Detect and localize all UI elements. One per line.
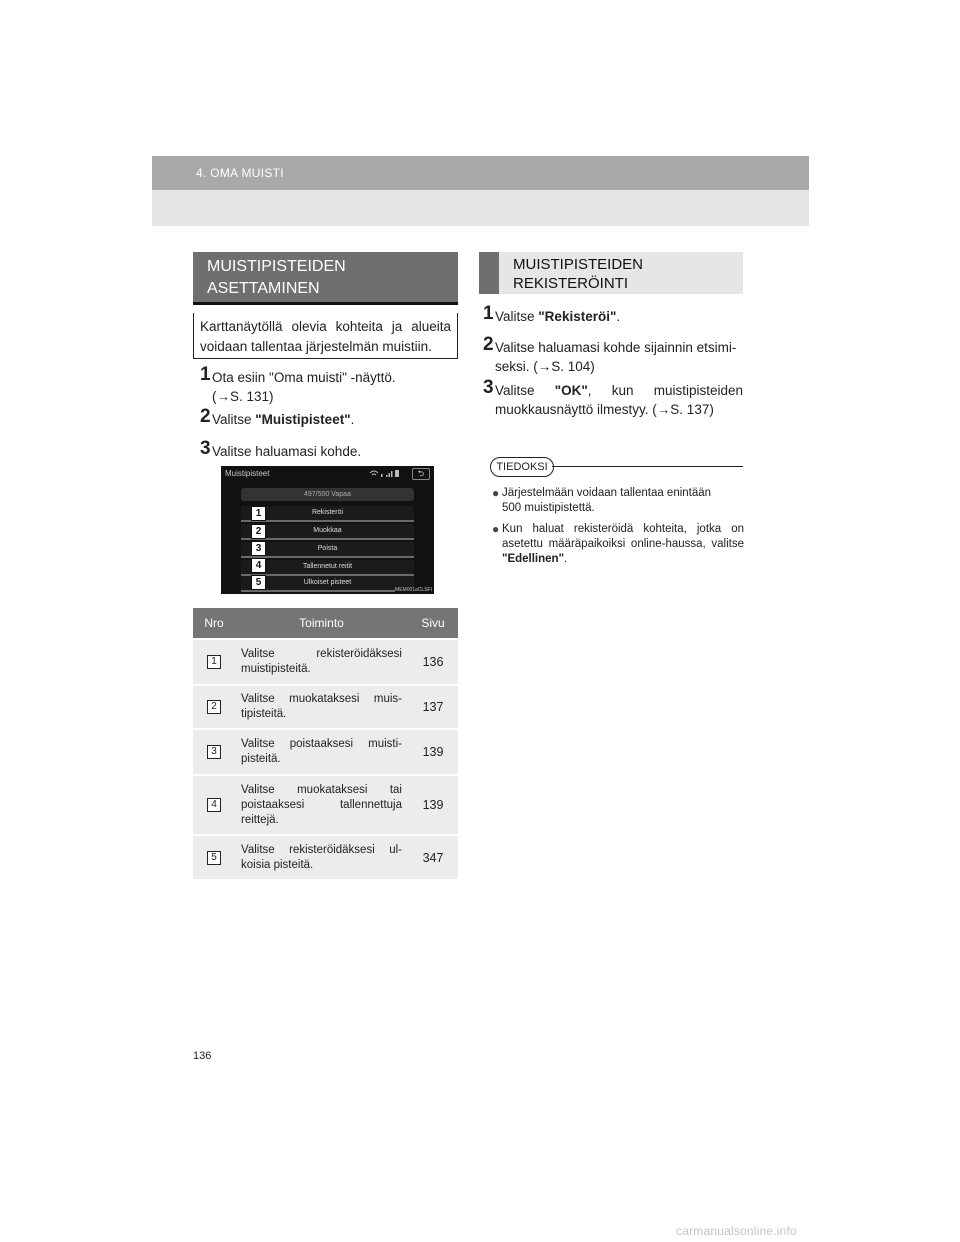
step-number: 2 <box>483 334 494 355</box>
step-bold: "OK" <box>554 383 588 398</box>
step-right-1 <box>483 303 743 326</box>
watermark: carmanualsonline.info <box>676 1224 797 1238</box>
header-toiminto: Toiminto <box>235 608 408 639</box>
step-bold: "Muistipisteet" <box>255 412 351 427</box>
table-row <box>193 835 458 879</box>
callout-5: 5 <box>251 575 266 590</box>
table-row <box>193 639 458 685</box>
step-ref: (→S. 104) <box>533 359 595 374</box>
row-text: Valitse rekisteröidäksesi muistipisteitä. <box>235 639 408 685</box>
subheader-band <box>152 190 809 226</box>
back-arrow-icon[interactable]: ⮌ <box>412 468 430 480</box>
bullet-icon: ● <box>492 522 500 536</box>
row-page: 136 <box>408 639 458 685</box>
row-text: Valitse rekisteröidäksesi ul-koisia pisteitä. <box>235 835 408 879</box>
screen-image <box>221 466 434 594</box>
row-text: Valitse muokataksesi muis-tipisteitä. <box>235 685 408 729</box>
section-title-underline <box>193 302 458 305</box>
row-number: 4 <box>207 798 221 812</box>
section-title-right-line2: REKISTERÖINTI <box>513 275 629 292</box>
screen-button-edit[interactable]: Muokkaa <box>241 524 414 540</box>
step-number: 3 <box>483 377 494 398</box>
step-text: Valitse <box>495 309 539 324</box>
note-item-2 <box>492 522 744 567</box>
callout-1: 1 <box>251 506 266 521</box>
callout-3: 3 <box>251 541 266 556</box>
callout-2: 2 <box>251 524 266 539</box>
table-row <box>193 775 458 835</box>
step-left-3 <box>200 438 458 461</box>
row-page: 139 <box>408 729 458 775</box>
step-number: 3 <box>200 438 211 459</box>
section-marker <box>479 252 499 294</box>
step-text-end: , kun muistipisteiden muokkausnäyttö ilmestyy. (→S. 137) <box>495 383 743 417</box>
step-right-3 <box>483 377 743 419</box>
row-page: 347 <box>408 835 458 879</box>
step-text: Valitse <box>212 412 256 427</box>
note-text: Kun haluat rekisteröidä kohteita, jotka on asetettu määräpaikoiksi online-haussa, valitse <box>502 523 744 550</box>
bullet-icon: ● <box>492 486 500 500</box>
note-text: Järjestelmään voidaan tallentaa enintään <box>502 487 712 499</box>
note-item-1 <box>492 486 744 516</box>
table-header-row <box>193 608 458 639</box>
note-text-2: 500 muistipistettä. <box>502 502 595 514</box>
callout-4: 4 <box>251 558 266 573</box>
row-number: 1 <box>207 655 221 669</box>
note-label: TIEDOKSI <box>490 457 554 477</box>
free-count: 497/500 Vapaa <box>241 488 414 501</box>
header-nro: Nro <box>193 608 235 639</box>
note-divider <box>552 466 743 467</box>
step-text: Valitse <box>495 383 555 398</box>
screen-button-register[interactable]: Rekisteröi <box>241 506 414 522</box>
section-title-left-line1: MUISTIPISTEIDEN <box>207 258 346 275</box>
section-title-right <box>479 252 743 294</box>
screen-title: Muistipisteet <box>225 469 270 478</box>
row-text: Valitse muokataksesi tai poistaaksesi tallennettuja reittejä. <box>235 775 408 835</box>
intro-box: Karttanäytöllä olevia kohteita ja alueita voidaan tallentaa järjestelmän muistiin. <box>193 313 458 359</box>
section-title-left <box>193 252 458 302</box>
table-row <box>193 729 458 775</box>
image-code: MEM001aCLSFI <box>395 587 432 593</box>
step-number: 1 <box>483 303 494 324</box>
step-ref: (→S. 131) <box>212 389 274 404</box>
screen-button-delete[interactable]: Poista <box>241 542 414 558</box>
note-text-end: . <box>564 553 568 565</box>
row-page: 139 <box>408 775 458 835</box>
function-table <box>193 608 458 879</box>
step-right-2 <box>483 334 743 376</box>
table-row <box>193 685 458 729</box>
chapter-title: 4. OMA MUISTI <box>196 166 284 180</box>
step-left-2 <box>200 406 458 429</box>
step-number: 1 <box>200 364 211 385</box>
step-text-end: . <box>616 309 621 324</box>
step-number: 2 <box>200 406 211 427</box>
step-text: Ota esiin "Oma muisti" -näyttö. <box>212 370 396 385</box>
row-number: 5 <box>207 851 221 865</box>
row-number: 3 <box>207 745 221 759</box>
screen-button-external-points[interactable]: Ulkoiset pisteet <box>241 576 414 592</box>
screen-button-saved-routes[interactable]: Tallennetut reitit <box>241 560 414 576</box>
status-icons <box>369 469 403 478</box>
row-page: 137 <box>408 685 458 729</box>
section-title-left-line2: ASETTAMINEN <box>207 280 320 297</box>
step-text: Valitse haluamasi kohde. <box>212 444 362 459</box>
row-number: 2 <box>207 700 221 714</box>
section-title-right-line1: MUISTIPISTEIDEN <box>513 256 644 273</box>
step-left-1 <box>200 364 458 406</box>
note-bold: "Edellinen" <box>502 553 565 565</box>
step-bold: "Rekisteröi" <box>538 309 617 324</box>
step-text: Valitse haluamasi kohde sijainnin etsimi-seksi. <box>495 340 737 374</box>
page-number: 136 <box>193 1050 212 1062</box>
step-text-end: . <box>350 412 355 427</box>
chapter-header <box>152 156 809 190</box>
header-sivu: Sivu <box>408 608 458 639</box>
row-text: Valitse poistaaksesi muisti-pisteitä. <box>235 729 408 775</box>
